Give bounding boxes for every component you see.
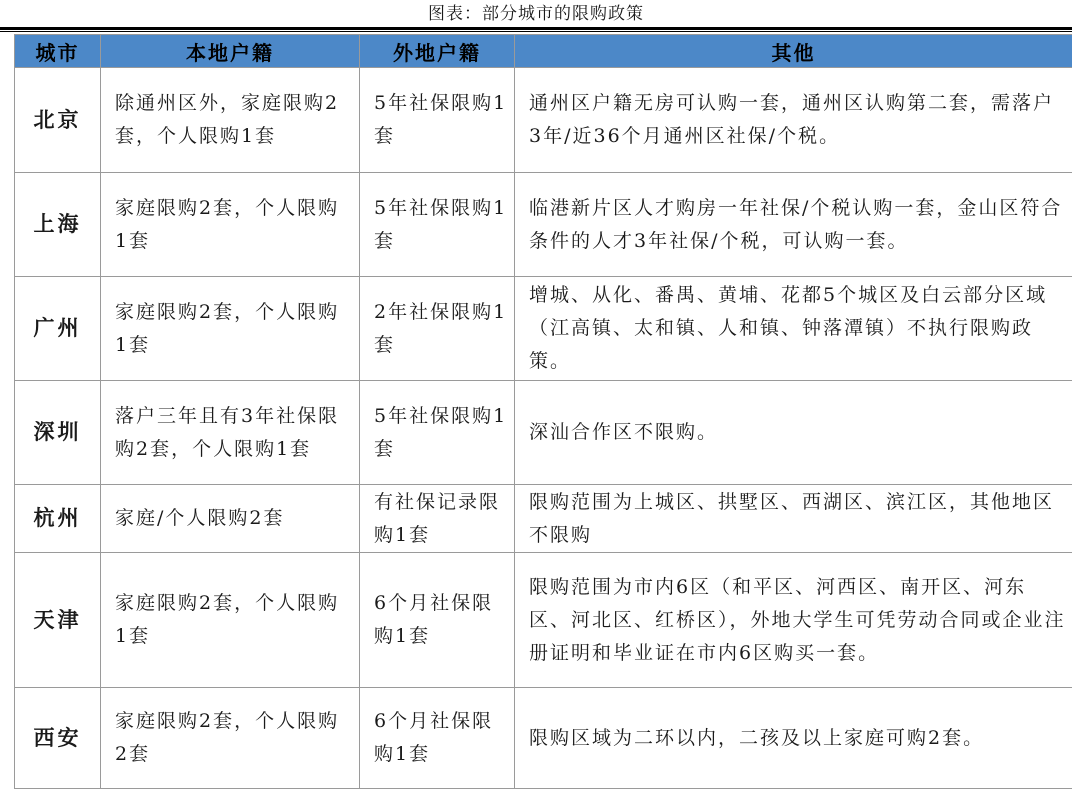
other-cell: 限购范围为上城区、拱墅区、西湖区、滨江区，其他地区不限购 xyxy=(515,485,1072,553)
city-cell: 西安 xyxy=(15,688,101,789)
table-row xyxy=(15,381,1072,485)
local-hukou-cell: 家庭限购2套，个人限购1套 xyxy=(101,553,360,688)
other-cell: 限购区域为二环以内，二孩及以上家庭可购2套。 xyxy=(515,688,1072,789)
table-row xyxy=(15,68,1072,173)
table-row xyxy=(15,173,1072,277)
header-city: 城市 xyxy=(15,35,101,68)
table-caption: 图表：部分城市的限购政策 xyxy=(0,0,1072,27)
caption-rule-thick xyxy=(0,27,1072,30)
local-hukou-cell: 除通州区外，家庭限购2套，个人限购1套 xyxy=(101,68,360,173)
city-cell: 天津 xyxy=(15,553,101,688)
local-hukou-cell: 家庭限购2套，个人限购2套 xyxy=(101,688,360,789)
local-hukou-cell: 落户三年且有3年社保限购2套，个人限购1套 xyxy=(101,381,360,485)
city-cell: 广州 xyxy=(15,277,101,381)
table-row xyxy=(15,688,1072,789)
nonlocal-hukou-cell: 5年社保限购1套 xyxy=(360,173,515,277)
city-cell: 深圳 xyxy=(15,381,101,485)
nonlocal-hukou-cell: 有社保记录限购1套 xyxy=(360,485,515,553)
table-row xyxy=(15,277,1072,381)
table-header-row xyxy=(15,35,1072,68)
nonlocal-hukou-cell: 5年社保限购1套 xyxy=(360,381,515,485)
local-hukou-cell: 家庭/个人限购2套 xyxy=(101,485,360,553)
nonlocal-hukou-cell: 5年社保限购1套 xyxy=(360,68,515,173)
nonlocal-hukou-cell: 6个月社保限购1套 xyxy=(360,688,515,789)
other-cell: 深汕合作区不限购。 xyxy=(515,381,1072,485)
other-cell: 临港新片区人才购房一年社保/个税认购一套，金山区符合条件的人才3年社保/个税，可认购一套。 xyxy=(515,173,1072,277)
local-hukou-cell: 家庭限购2套，个人限购1套 xyxy=(101,173,360,277)
city-cell: 北京 xyxy=(15,68,101,173)
caption-rule-thin xyxy=(0,31,1072,32)
other-cell: 通州区户籍无房可认购一套，通州区认购第二套，需落户3年/近36个月通州区社保/个税。 xyxy=(515,68,1072,173)
city-cell: 杭州 xyxy=(15,485,101,553)
nonlocal-hukou-cell: 2年社保限购1套 xyxy=(360,277,515,381)
nonlocal-hukou-cell: 6个月社保限购1套 xyxy=(360,553,515,688)
table-row xyxy=(15,553,1072,688)
header-other: 其他 xyxy=(515,35,1072,68)
table-row xyxy=(15,485,1072,553)
header-local-hukou: 本地户籍 xyxy=(101,35,360,68)
city-cell: 上海 xyxy=(15,173,101,277)
local-hukou-cell: 家庭限购2套，个人限购1套 xyxy=(101,277,360,381)
other-cell: 增城、从化、番禺、黄埔、花都5个城区及白云部分区域（江高镇、太和镇、人和镇、钟落潭镇）不执行限购政策。 xyxy=(515,277,1072,381)
header-nonlocal-hukou: 外地户籍 xyxy=(360,35,515,68)
purchase-restriction-table xyxy=(14,34,1072,789)
other-cell: 限购范围为市内6区（和平区、河西区、南开区、河东区、河北区、红桥区），外地大学生可凭劳动合同或企业注册证明和毕业证在市内6区购买一套。 xyxy=(515,553,1072,688)
